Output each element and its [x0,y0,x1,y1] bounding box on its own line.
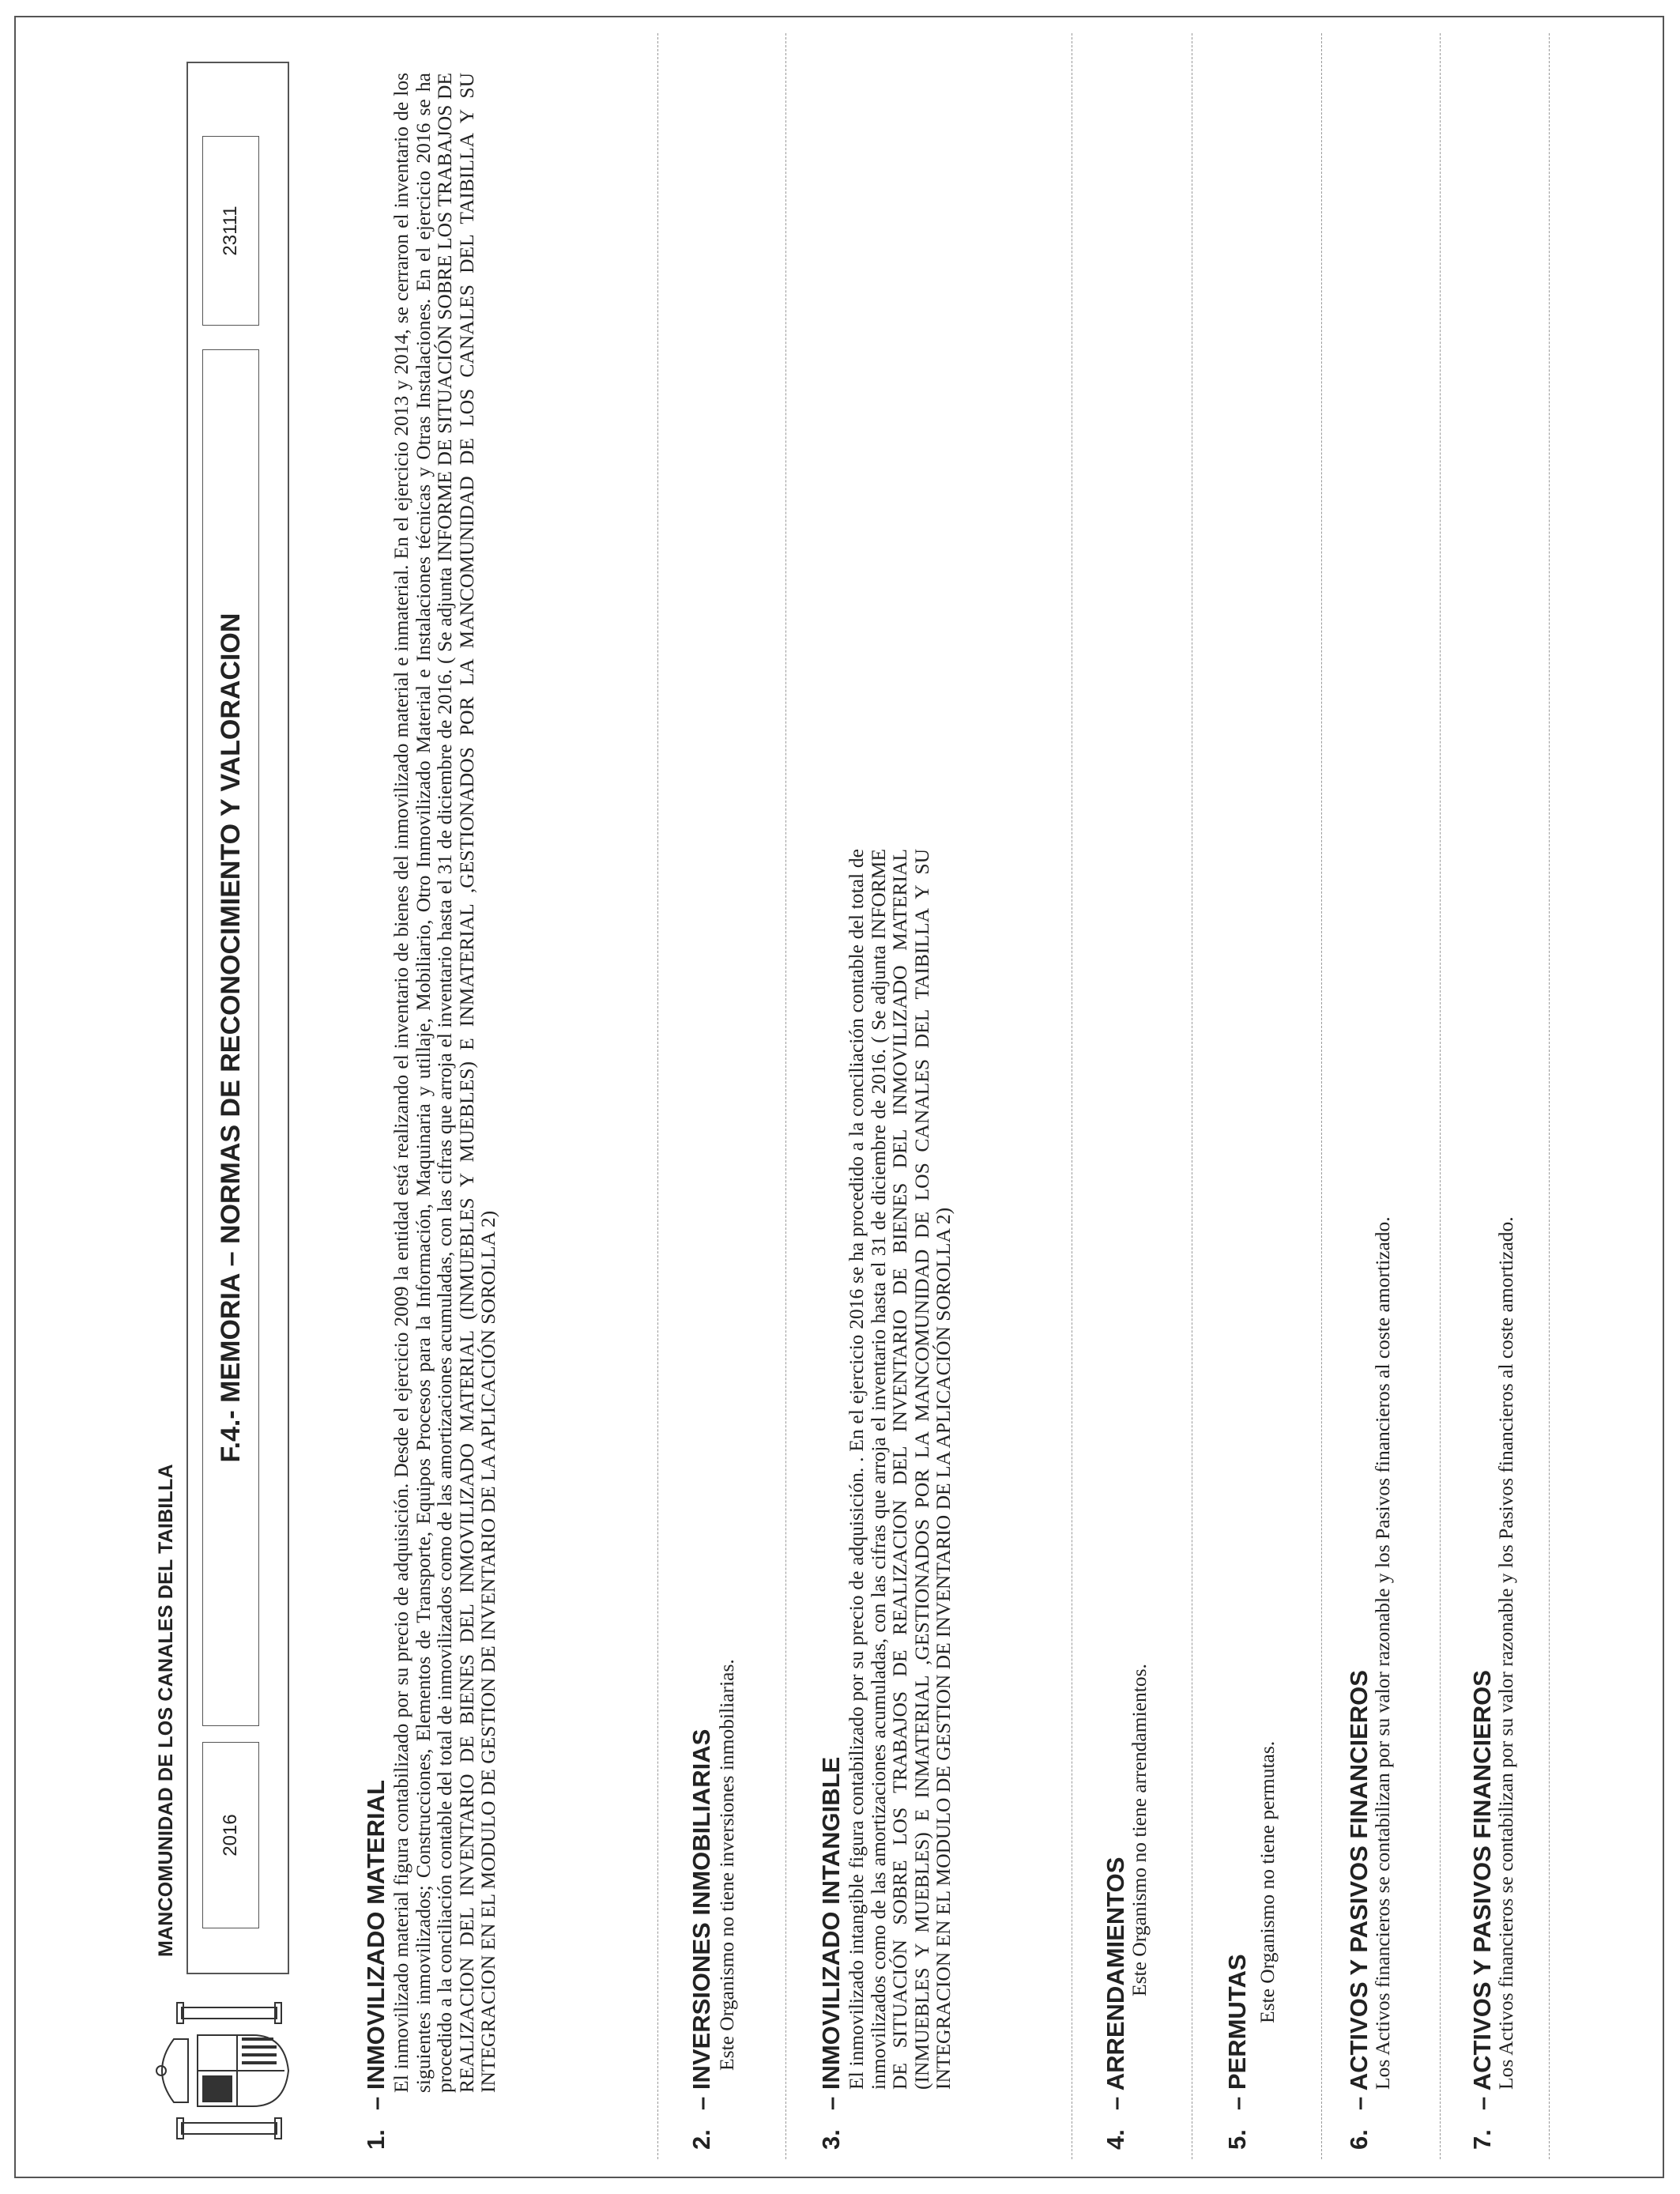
section-divider [1321,33,1322,2159]
section-number: 3. [817,2129,845,2150]
section-number: 1. [362,2129,390,2150]
section-body: El inmovilizado intangible figura contabilizado por su precio de adquisición. . En el ejercicio 2016 se ha procedido a la conciliación contable del total de inmovilizados como de las amortizaciones acumuladas, con las cifras que arroja el inventario hasta el 31 de diciembre de 2016. ( Se adjunta INFORME DE SITUACIÓN SOBRE LOS TRABAJOS DE REALIZACION DEL INVENTARIO DE BIENES DEL INMOVILIZADO MATERIAL (INMUEBLES Y MUEBLES) E INMATERIAL ,GESTIONADOS POR LA MANCOMUNIDAD DE LOS CANALES DEL TAIBILLA Y SU INTEGRACION EN EL MODULO DE GESTION DE INVENTARIO DE LA APLICACIÓN SOROLLA 2) [845,849,955,2090]
section-title: – ACTIVOS Y PASIVOS FINANCIEROS [1468,1670,1496,2110]
section-title: – INVERSIONES INMOBILIARIAS [687,1728,715,2110]
page-title: F.4.- MEMORIA – NORMAS DE RECONOCIMIENTO Y VALORACION [202,349,259,1726]
section-number: 4. [1102,2129,1129,2150]
section-title: – ACTIVOS Y PASIVOS FINANCIEROS [1345,1670,1373,2110]
section-number: 7. [1468,2129,1496,2150]
section-arrendamientos [1102,63,1151,2150]
section-heading [1345,63,1377,2150]
section-number: 2. [687,2129,715,2150]
form-code: 23111 [202,136,259,326]
section-title: – PERMUTAS [1223,1954,1251,2110]
section-permutas [1223,63,1279,2150]
section-body: Este Organismo no tiene inversiones inmobiliarias. [715,1659,738,2071]
section-divider [1440,33,1441,2159]
section-number: 5. [1223,2129,1251,2150]
section-body: Este Organismo no tiene permutas. [1256,1740,1279,2023]
section-heading [687,63,719,2150]
section-title: – INMOVILIZADO MATERIAL [362,1780,390,2110]
section-heading [362,63,394,2150]
section-title: – ARRENDAMIENTOS [1102,1857,1129,2110]
section-heading [1102,63,1133,2150]
section-body: Este Organismo no tiene arrendamientos. [1128,1664,1151,1996]
header-box [186,62,289,1974]
year-field: 2016 [202,1742,259,1928]
section-activos-pasivos-financieros-2 [1468,63,1517,2150]
section-body: Los Activos financieros se contabilizan por su valor razonable y los Pasivos financieros al coste amortizado. [1371,1216,1394,2090]
section-body: El inmovilizado material figura contabilizado por su precio de adquisición. Desde el ejercicio 2009 la entidad está realizando el inventario de bienes del inmovilizado material e inmaterial. En el ejercicio 2013 y 2014, se cerraron el inventario de los siguientes inmovilizados; Construcciones, Elementos de Transporte, Equipos Procesos para la Información, Maquinaria y utillaje, Mobiliario, Otro Inmovilizado Material e Instalaciones técnicas y Otras Instalaciones. En el ejercicio 2016 se ha procedido a la conciliación contable del total de inmovilizados como de las amortizaciones acumuladas, con las cifras que arroja el inventario hasta el 31 de diciembre de 2016. ( Se adjunta INFORME DE SITUACIÓN SOBRE LOS TRABAJOS DE REALIZACION DEL INVENTARIO DE BIENES DEL INMOVILIZADO MATERIAL (INMUEBLES Y MUEBLES) E INMATERIAL ,GESTIONADOS POR LA MANCOMUNIDAD DE LOS CANALES DEL TAIBILLA Y SU INTEGRACION EN EL MODULO DE GESTION DE INVENTARIO DE LA APLICACIÓN SOROLLA 2) [390,73,499,2093]
section-inversiones-inmobiliarias [687,63,738,2150]
section-heading [1468,63,1500,2150]
section-body: Los Activos financieros se contabilizan por su valor razonable y los Pasivos financieros al coste amortizado. [1494,1216,1517,2090]
section-heading [817,63,849,2150]
section-divider [657,33,658,2159]
section-divider [785,33,786,2159]
section-number: 6. [1345,2129,1373,2150]
section-title: – INMOVILIZADO INTANGIBLE [817,1756,845,2110]
organization-name: MANCOMUNIDAD DE LOS CANALES DEL TAIBILLA [155,1464,177,1957]
section-heading [1223,63,1255,2150]
section-inmovilizado-intangible [817,63,955,2150]
section-activos-pasivos-financieros [1345,63,1394,2150]
section-divider [1549,33,1550,2159]
coat-of-arms-icon [150,1992,300,2150]
section-inmovilizado-material [362,63,499,2150]
